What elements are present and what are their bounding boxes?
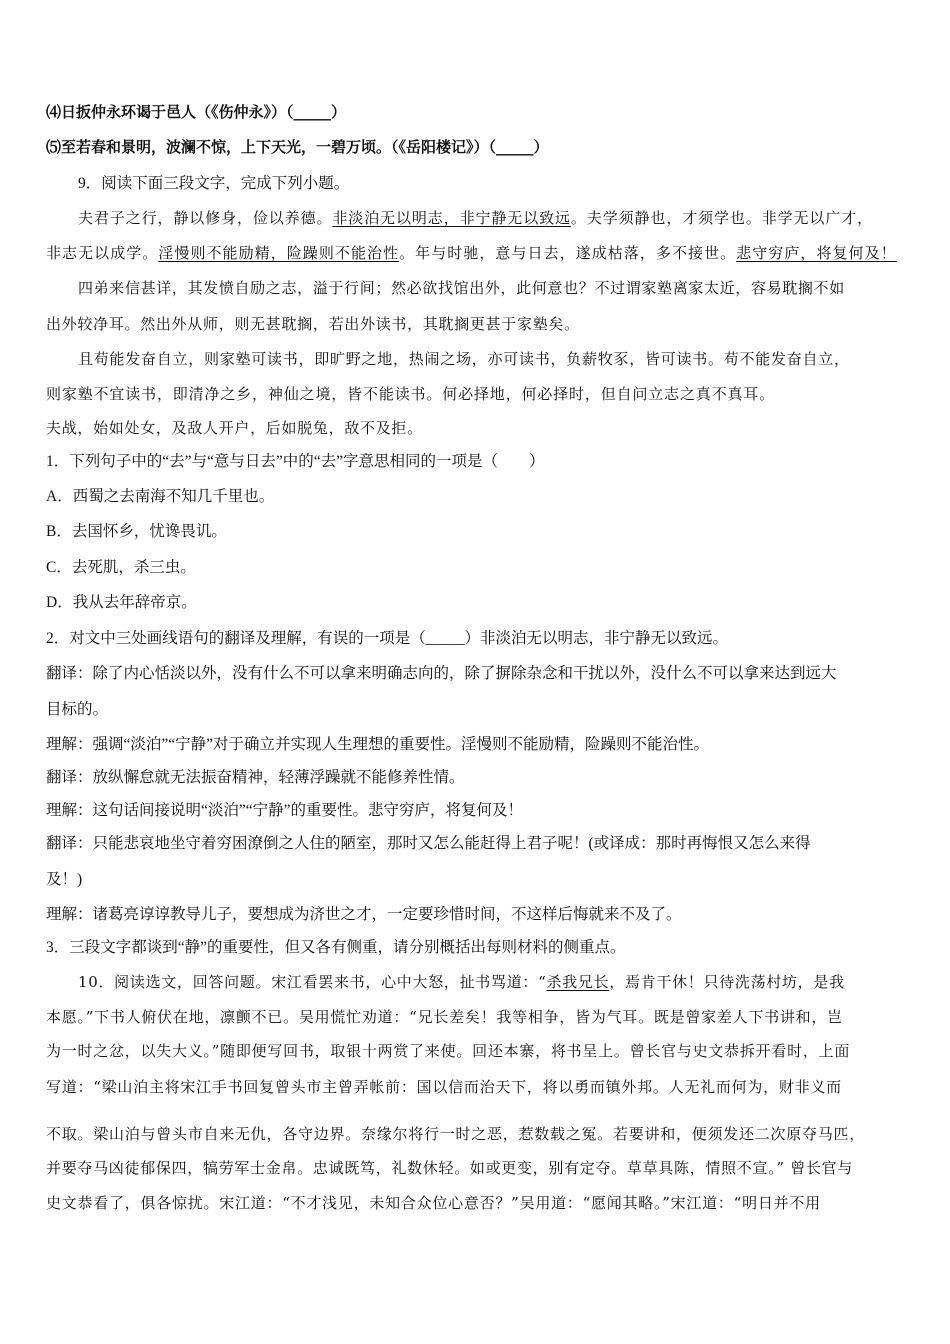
understanding-3: 理解：诸葛亮谆谆教导儿子，要想成为济世之才，一定要珍惜时间，不这样后悔就来不及了。: [46, 906, 682, 923]
question-10-line-4: 写道：“梁山泊主将宋江手书回复曾头市主曾弄帐前：国以信而治天下，将以勇而镇外邦。人无礼而何为，财非义而: [46, 1078, 842, 1096]
sub-question-3: 3．三段文字都谈到“静”的重要性，但又各有侧重，请分别概括出每则材料的侧重点。: [46, 939, 626, 956]
passage-1-line-1: 夫君子之行，静以修身，俭以养德。非淡泊无以明志，非宁静无以致远。夫学须静也，才须学也。非学无以广才，: [78, 209, 874, 227]
option-b: B．去国怀乡，忧谗畏讥。: [46, 523, 227, 540]
passage-2-line-2: 出外较净耳。然出外从师，则无甚耽搁，若出外读书，其耽搁更甚于家塾矣。: [46, 315, 580, 333]
understanding-1: 理解：强调“淡泊”“宁静”对于确立并实现人生理想的重要性。淫慢则不能励精，险躁则不能治性。: [46, 736, 710, 753]
translation-2: 翻译：放纵懈怠就无法振奋精神，轻薄浮躁就不能修养性情。: [46, 769, 465, 786]
option-a: A．西蜀之去南海不知几千里也。: [46, 488, 275, 505]
underlined-phrase: 杀我兄长: [546, 973, 610, 991]
question-item-5: ⑸至若春和景明，波澜不惊，上下天光，一碧万顷。（《岳阳楼记》）（_____）: [46, 138, 549, 156]
question-10-line-1: 10．阅读选文，回答问题。宋江看罢来书，心中大怒，扯书骂道：“杀我兄长，焉肯干休！只待洗荡村坊，是我: [78, 973, 845, 991]
question-10-line-2: 本愿。”下书人俯伏在地，凛颤不已。吴用慌忙劝道：“兄长差矣！我等相争，皆为气耳。既是曾家差人下书讲和，岂: [46, 1008, 843, 1026]
question-10-line-5: 不取。梁山泊与曾头市自来无仇，各守边界。奈缘尔将行一时之恶，惹数载之冤。若要讲和，便须发还二次原夺马匹，: [46, 1125, 866, 1143]
underlined-sentence-2: 淫慢则不能励精，险躁则不能治性: [158, 244, 400, 262]
passage-1-line-2: 非志无以成学。淫慢则不能励精，险躁则不能治性。年与时驰，意与日去，遂成枯落，多不接世。悲守穷庐，将复何及！: [46, 244, 897, 262]
understanding-2: 理解：这句话间接说明“淡泊”“宁静”的重要性。悲守穷庐，将复何及！: [46, 802, 524, 819]
question-10-line-3: 为一时之忿，以失大义。”随即便写回书，取银十两赏了来使。回还本寨，将书呈上。曾长官与史文恭拆开看时，上面: [46, 1042, 851, 1060]
underlined-sentence-1: 非淡泊无以明志，非宁静无以致远: [332, 209, 571, 227]
question-10-line-6: 并要夺马凶徒郁保四，犒劳军士金帛。忠诚既笃，礼数休轻。如或更变，别有定夺。草草具陈，情照不宣。” 曾长官与: [46, 1159, 854, 1177]
translation-1-line-1: 翻译：除了内心恬淡以外，没有什么不可以拿来明确志向的，除了摒除杂念和干扰以外，没什么不可以拿来达到远大: [46, 665, 837, 682]
passage-2-line-1: 四弟来信甚详，其发愤自励之志，溢于行间；然必欲找馆出外，此何意也？不过谓家塾离家太近，容易耽搁不如: [78, 279, 845, 297]
underlined-sentence-3: 悲守穷庐，将复何及！: [736, 244, 897, 262]
question-item-4: ⑷日扳仲永环谒于邑人（《伤仲永》）（_____）: [46, 103, 347, 121]
translation-3-line-1: 翻译：只能悲哀地坐守着穷困潦倒之人住的陋室，那时又怎么能赶得上君子呢！(或译成：那时再悔恨又怎么来得: [46, 835, 811, 852]
option-d: D．我从去年辞帝京。: [46, 594, 197, 611]
sub-question-1: 1．下列句子中的“去”与“意与日去”中的“去”字意思相同的一项是（ ）: [46, 453, 545, 470]
passage-3: 夫战，始如处女，及敌人开户，后如脱兔，敌不及拒。: [46, 419, 423, 437]
question-9-heading: 9．阅读下面三段文字，完成下列小题。: [78, 175, 350, 192]
translation-3-line-2: 及！): [46, 871, 83, 888]
passage-2-line-3: 且苟能发奋自立，则家塾可读书，即旷野之地，热闹之场，亦可读书，负薪牧豕，皆可读书。苟不能发奋自立，: [78, 350, 850, 368]
passage-2-line-4: 则家塾不宜读书，即清净之乡，神仙之境，皆不能读书。何必择地，何必择时，但自问立志之真不真耳。: [46, 385, 776, 403]
translation-1-line-2: 目标的。: [46, 701, 109, 718]
question-10-line-7: 史文恭看了，俱各惊扰。宋江道：“不才浅见，未知合众位心意否？”吴用道：“愿闻其略。”宋江道：“明日并不用: [46, 1194, 821, 1212]
option-c: C．去死肌，杀三虫。: [46, 559, 196, 576]
sub-question-2: 2．对文中三处画线语句的翻译及理解，有误的一项是（_____）非淡泊无以明志，非宁静无以致远。: [46, 630, 729, 647]
